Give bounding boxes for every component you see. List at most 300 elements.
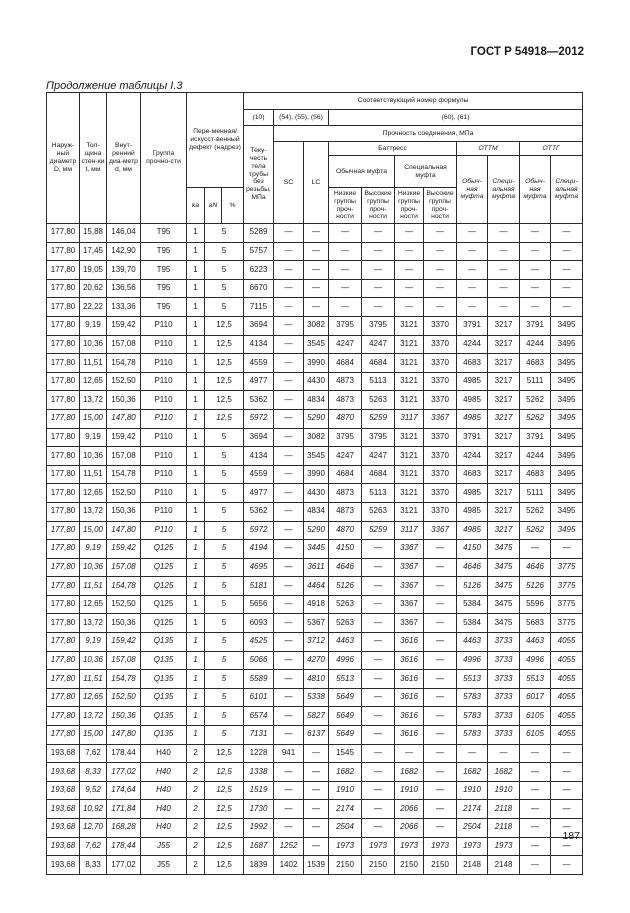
cell-g: Q135 xyxy=(141,726,187,745)
cell-k: 1 xyxy=(187,595,205,614)
cell-lc: — xyxy=(304,819,329,838)
table-row xyxy=(47,502,583,521)
cell-k: 1 xyxy=(187,447,205,466)
cell-sc: — xyxy=(274,558,304,577)
cell-g: Q135 xyxy=(141,633,187,652)
cell-a: 12,5 xyxy=(205,800,244,819)
table-row xyxy=(47,316,583,335)
cell-c1: 1545 xyxy=(329,744,362,763)
header-regular: Обычная муфта xyxy=(329,156,395,188)
header-f54: (54), (55), (56) xyxy=(274,110,329,126)
cell-c1: 4870 xyxy=(329,521,362,540)
cell-c4: — xyxy=(424,595,457,614)
cell-sc: — xyxy=(274,800,304,819)
cell-sc: — xyxy=(274,670,304,689)
cell-d: 177,80 xyxy=(47,224,80,243)
table-row xyxy=(47,781,583,800)
cell-c6: — xyxy=(488,261,520,280)
cell-c4: — xyxy=(424,744,457,763)
cell-id: 154,78 xyxy=(107,465,141,484)
cell-c2: — xyxy=(362,558,395,577)
cell-c4: — xyxy=(424,670,457,689)
cell-c7: — xyxy=(520,261,551,280)
cell-a: 5 xyxy=(205,428,244,447)
cell-sc: — xyxy=(274,707,304,726)
cell-c7: 5262 xyxy=(520,409,551,428)
cell-lc: — xyxy=(304,744,329,763)
cell-c5: 3791 xyxy=(457,428,488,447)
cell-id: 177,02 xyxy=(107,856,141,875)
cell-c5: 2148 xyxy=(457,856,488,875)
cell-sc: — xyxy=(274,819,304,838)
header-regular-ottm: Обыч-ная муфта xyxy=(457,156,488,224)
cell-c1: 4873 xyxy=(329,502,362,521)
cell-y: 5972 xyxy=(244,409,274,428)
table-row xyxy=(47,744,583,763)
cell-id: 150,36 xyxy=(107,707,141,726)
cell-c6: 3217 xyxy=(488,447,520,466)
cell-d: 177,80 xyxy=(47,577,80,596)
cell-c2: — xyxy=(362,744,395,763)
cell-c6: 3217 xyxy=(488,354,520,373)
cell-c3: — xyxy=(395,744,424,763)
cell-c1: 4873 xyxy=(329,484,362,503)
cell-c7: 5126 xyxy=(520,577,551,596)
cell-sc: — xyxy=(274,484,304,503)
cell-sc: — xyxy=(274,447,304,466)
cell-c7: 5596 xyxy=(520,595,551,614)
cell-t: 15,88 xyxy=(80,224,107,243)
cell-c7: 6105 xyxy=(520,726,551,745)
cell-c1: — xyxy=(329,242,362,261)
cell-k: 1 xyxy=(187,428,205,447)
cell-c8: 3495 xyxy=(551,372,583,391)
cell-d: 177,80 xyxy=(47,688,80,707)
cell-d: 177,80 xyxy=(47,279,80,298)
cell-d: 177,80 xyxy=(47,316,80,335)
cell-c2: — xyxy=(362,279,395,298)
cell-sc: — xyxy=(274,540,304,559)
cell-c4: 3367 xyxy=(424,521,457,540)
cell-t: 11,51 xyxy=(80,354,107,373)
cell-t: 10,36 xyxy=(80,447,107,466)
cell-c8: 3495 xyxy=(551,447,583,466)
cell-lc: 5827 xyxy=(304,707,329,726)
cell-c4: — xyxy=(424,558,457,577)
cell-c7: 5262 xyxy=(520,502,551,521)
table-row xyxy=(47,688,583,707)
cell-c4: 3370 xyxy=(424,335,457,354)
cell-t: 8,33 xyxy=(80,856,107,875)
cell-c4: — xyxy=(424,540,457,559)
cell-c2: 5259 xyxy=(362,409,395,428)
cell-c6: 3217 xyxy=(488,335,520,354)
cell-g: H40 xyxy=(141,744,187,763)
cell-sc: — xyxy=(274,688,304,707)
cell-c1: 2174 xyxy=(329,800,362,819)
cell-c7: — xyxy=(520,298,551,317)
cell-sc: — xyxy=(274,614,304,633)
cell-d: 177,80 xyxy=(47,298,80,317)
cell-c1: 1973 xyxy=(329,837,362,856)
cell-c8: 4055 xyxy=(551,651,583,670)
cell-t: 12,65 xyxy=(80,688,107,707)
cell-d: 193,68 xyxy=(47,744,80,763)
cell-d: 177,80 xyxy=(47,484,80,503)
cell-c8: — xyxy=(551,781,583,800)
cell-g: P110 xyxy=(141,391,187,410)
cell-c3: — xyxy=(395,298,424,317)
cell-g: Q125 xyxy=(141,577,187,596)
cell-c7: 3791 xyxy=(520,428,551,447)
cell-c4: 1973 xyxy=(424,837,457,856)
cell-c4: — xyxy=(424,819,457,838)
cell-id: 168,28 xyxy=(107,819,141,838)
cell-c3: — xyxy=(395,279,424,298)
cell-c8: 3775 xyxy=(551,577,583,596)
table-row xyxy=(47,484,583,503)
cell-c6: 3733 xyxy=(488,688,520,707)
cell-id: 178,44 xyxy=(107,837,141,856)
cell-c2: — xyxy=(362,800,395,819)
cell-c2: — xyxy=(362,595,395,614)
header-f10: (10) xyxy=(244,110,274,126)
cell-c5: 4244 xyxy=(457,447,488,466)
cell-c8: — xyxy=(551,540,583,559)
cell-c6: 2118 xyxy=(488,819,520,838)
cell-id: 159,42 xyxy=(107,540,141,559)
cell-sc: — xyxy=(274,465,304,484)
cell-c8: 3775 xyxy=(551,558,583,577)
cell-lc: 4430 xyxy=(304,484,329,503)
cell-lc: 4270 xyxy=(304,651,329,670)
cell-c1: — xyxy=(329,224,362,243)
cell-lc: 3712 xyxy=(304,633,329,652)
cell-y: 4525 xyxy=(244,633,274,652)
cell-t: 17,45 xyxy=(80,242,107,261)
cell-c8: 3495 xyxy=(551,484,583,503)
cell-t: 20,62 xyxy=(80,279,107,298)
cell-c3: 3616 xyxy=(395,688,424,707)
cell-k: 1 xyxy=(187,242,205,261)
cell-k: 1 xyxy=(187,335,205,354)
cell-y: 4559 xyxy=(244,354,274,373)
cell-c4: — xyxy=(424,633,457,652)
cell-c1: 5263 xyxy=(329,614,362,633)
cell-id: 139,70 xyxy=(107,261,141,280)
header-f60: (60), (61) xyxy=(329,110,583,126)
header-ka: kа xyxy=(187,188,205,224)
cell-y: 6223 xyxy=(244,261,274,280)
cell-c3: 3121 xyxy=(395,502,424,521)
cell-c5: 4985 xyxy=(457,484,488,503)
cell-sc: — xyxy=(274,279,304,298)
cell-k: 1 xyxy=(187,409,205,428)
cell-c1: 5513 xyxy=(329,670,362,689)
cell-lc: 4810 xyxy=(304,670,329,689)
header-buttress: Баттресс xyxy=(329,142,457,156)
cell-c7: 5262 xyxy=(520,391,551,410)
cell-k: 1 xyxy=(187,465,205,484)
cell-c4: 3370 xyxy=(424,484,457,503)
cell-c3: 1682 xyxy=(395,763,424,782)
table-row xyxy=(47,242,583,261)
cell-y: 5362 xyxy=(244,391,274,410)
cell-k: 1 xyxy=(187,577,205,596)
cell-c1: 4873 xyxy=(329,372,362,391)
cell-sc: — xyxy=(274,261,304,280)
cell-k: 2 xyxy=(187,800,205,819)
cell-t: 7,62 xyxy=(80,744,107,763)
cell-c7: — xyxy=(520,781,551,800)
cell-c3: 3616 xyxy=(395,707,424,726)
cell-t: 12,65 xyxy=(80,484,107,503)
cell-g: J55 xyxy=(141,856,187,875)
cell-t: 9,19 xyxy=(80,428,107,447)
cell-c1: 4463 xyxy=(329,633,362,652)
cell-c7: 4244 xyxy=(520,335,551,354)
cell-id: 146,04 xyxy=(107,224,141,243)
cell-k: 1 xyxy=(187,261,205,280)
cell-c5: 4683 xyxy=(457,465,488,484)
cell-c1: 1910 xyxy=(329,781,362,800)
cell-d: 177,80 xyxy=(47,372,80,391)
cell-c5: 4244 xyxy=(457,335,488,354)
cell-c5: 4646 xyxy=(457,558,488,577)
cell-t: 12,65 xyxy=(80,372,107,391)
cell-g: P110 xyxy=(141,316,187,335)
cell-c6: 3217 xyxy=(488,391,520,410)
cell-d: 177,80 xyxy=(47,540,80,559)
cell-c1: 4247 xyxy=(329,447,362,466)
cell-sc: — xyxy=(274,521,304,540)
table-row xyxy=(47,558,583,577)
table-row xyxy=(47,540,583,559)
cell-c4: — xyxy=(424,726,457,745)
cell-d: 177,80 xyxy=(47,614,80,633)
header-pct: % xyxy=(222,188,244,224)
cell-g: P110 xyxy=(141,502,187,521)
cell-c8: — xyxy=(551,837,583,856)
cell-a: 5 xyxy=(205,558,244,577)
cell-c3: 3121 xyxy=(395,484,424,503)
cell-t: 22,22 xyxy=(80,298,107,317)
cell-a: 12,5 xyxy=(205,354,244,373)
table-row xyxy=(47,800,583,819)
cell-c2: — xyxy=(362,540,395,559)
cell-c3: 3616 xyxy=(395,651,424,670)
cell-c2: 1973 xyxy=(362,837,395,856)
cell-c2: — xyxy=(362,726,395,745)
cell-c8: — xyxy=(551,744,583,763)
cell-c6: 2118 xyxy=(488,800,520,819)
cell-c3: 3367 xyxy=(395,558,424,577)
cell-t: 19,05 xyxy=(80,261,107,280)
cell-sc: 1252 xyxy=(274,837,304,856)
cell-y: 4134 xyxy=(244,335,274,354)
cell-y: 6101 xyxy=(244,688,274,707)
cell-y: 6093 xyxy=(244,614,274,633)
cell-sc: — xyxy=(274,633,304,652)
cell-c8: 3495 xyxy=(551,465,583,484)
cell-c4: 3370 xyxy=(424,391,457,410)
header-high-1: Высокие группы проч-ности xyxy=(362,188,395,224)
cell-t: 13,72 xyxy=(80,502,107,521)
table-row xyxy=(47,521,583,540)
cell-c3: 3367 xyxy=(395,577,424,596)
cell-y: 5066 xyxy=(244,651,274,670)
cell-k: 1 xyxy=(187,651,205,670)
table-row xyxy=(47,819,583,838)
cell-c4: — xyxy=(424,242,457,261)
cell-c7: 6017 xyxy=(520,688,551,707)
cell-sc: — xyxy=(274,428,304,447)
cell-id: 150,36 xyxy=(107,391,141,410)
cell-c6: 1973 xyxy=(488,837,520,856)
cell-k: 1 xyxy=(187,726,205,745)
cell-g: Q125 xyxy=(141,540,187,559)
cell-id: 157,08 xyxy=(107,651,141,670)
cell-g: Q125 xyxy=(141,558,187,577)
cell-k: 1 xyxy=(187,354,205,373)
cell-a: 5 xyxy=(205,577,244,596)
cell-c5: 4985 xyxy=(457,521,488,540)
cell-g: H40 xyxy=(141,800,187,819)
cell-y: 6670 xyxy=(244,279,274,298)
cell-k: 1 xyxy=(187,707,205,726)
cell-g: Q125 xyxy=(141,595,187,614)
cell-d: 177,80 xyxy=(47,447,80,466)
cell-c5: 3791 xyxy=(457,316,488,335)
cell-lc: — xyxy=(304,298,329,317)
cell-c8: — xyxy=(551,763,583,782)
cell-d: 177,80 xyxy=(47,521,80,540)
cell-c8: — xyxy=(551,856,583,875)
cell-c1: 5649 xyxy=(329,688,362,707)
cell-c2: 4684 xyxy=(362,354,395,373)
cell-c3: — xyxy=(395,261,424,280)
cell-d: 177,80 xyxy=(47,354,80,373)
header-inner: Внут-ренний диа-метр d, мм xyxy=(107,93,141,224)
cell-lc: — xyxy=(304,781,329,800)
header-special: Специальная муфта xyxy=(395,156,457,188)
cell-c7: 5111 xyxy=(520,484,551,503)
cell-lc: — xyxy=(304,800,329,819)
cell-c2: 5263 xyxy=(362,502,395,521)
cell-c1: 5126 xyxy=(329,577,362,596)
cell-k: 1 xyxy=(187,633,205,652)
header-group: Группа прочно-сти xyxy=(141,93,187,224)
cell-k: 1 xyxy=(187,224,205,243)
cell-c4: — xyxy=(424,800,457,819)
cell-y: 7115 xyxy=(244,298,274,317)
cell-g: T95 xyxy=(141,242,187,261)
cell-id: 147,80 xyxy=(107,521,141,540)
cell-sc: — xyxy=(274,651,304,670)
cell-c3: 2066 xyxy=(395,800,424,819)
cell-c2: — xyxy=(362,651,395,670)
cell-c4: — xyxy=(424,279,457,298)
header-low-1: Низкие группы проч-ности xyxy=(329,188,362,224)
cell-sc: — xyxy=(274,335,304,354)
cell-y: 4559 xyxy=(244,465,274,484)
table-row xyxy=(47,595,583,614)
cell-sc: — xyxy=(274,316,304,335)
cell-g: Q135 xyxy=(141,707,187,726)
cell-c6: 3217 xyxy=(488,372,520,391)
cell-c5: — xyxy=(457,744,488,763)
cell-c8: — xyxy=(551,242,583,261)
cell-t: 13,72 xyxy=(80,614,107,633)
table-row xyxy=(47,726,583,745)
cell-c4: — xyxy=(424,651,457,670)
cell-sc: — xyxy=(274,242,304,261)
cell-c2: 5113 xyxy=(362,372,395,391)
cell-c7: 4463 xyxy=(520,633,551,652)
cell-c1: 2504 xyxy=(329,819,362,838)
cell-a: 5 xyxy=(205,614,244,633)
cell-a: 12,5 xyxy=(205,335,244,354)
cell-c5: — xyxy=(457,298,488,317)
cell-c7: — xyxy=(520,819,551,838)
cell-id: 159,42 xyxy=(107,316,141,335)
table-row xyxy=(47,707,583,726)
cell-d: 193,68 xyxy=(47,837,80,856)
cell-c8: 3775 xyxy=(551,595,583,614)
cell-c1: — xyxy=(329,279,362,298)
cell-id: 150,36 xyxy=(107,502,141,521)
cell-c4: 3370 xyxy=(424,465,457,484)
cell-lc: — xyxy=(304,763,329,782)
header-formula-group: Соответствующий номер формулы xyxy=(244,93,583,110)
cell-sc: — xyxy=(274,781,304,800)
cell-c6: — xyxy=(488,279,520,298)
table-body xyxy=(47,224,583,875)
cell-c7: 4996 xyxy=(520,651,551,670)
cell-k: 1 xyxy=(187,670,205,689)
cell-sc: 1402 xyxy=(274,856,304,875)
table-row xyxy=(47,224,583,243)
cell-c5: 4985 xyxy=(457,391,488,410)
cell-id: 147,80 xyxy=(107,726,141,745)
cell-a: 5 xyxy=(205,670,244,689)
cell-c6: 3475 xyxy=(488,558,520,577)
table-row xyxy=(47,372,583,391)
cell-lc: 3990 xyxy=(304,354,329,373)
cell-c3: 3121 xyxy=(395,428,424,447)
cell-c1: 2150 xyxy=(329,856,362,875)
cell-c2: 5259 xyxy=(362,521,395,540)
header-strength: Прочность соединения, МПа xyxy=(274,126,583,142)
cell-a: 5 xyxy=(205,521,244,540)
cell-c7: — xyxy=(520,763,551,782)
cell-a: 12,5 xyxy=(205,372,244,391)
cell-c6: 3217 xyxy=(488,428,520,447)
cell-a: 5 xyxy=(205,298,244,317)
cell-lc: 5367 xyxy=(304,614,329,633)
cell-sc: — xyxy=(274,595,304,614)
cell-c2: 3795 xyxy=(362,316,395,335)
header-lc: LC xyxy=(304,142,329,224)
cell-y: 1992 xyxy=(244,819,274,838)
cell-g: H40 xyxy=(141,781,187,800)
cell-c2: 3795 xyxy=(362,428,395,447)
cell-c1: 4684 xyxy=(329,465,362,484)
cell-g: H40 xyxy=(141,819,187,838)
cell-t: 15,00 xyxy=(80,726,107,745)
cell-id: 178,44 xyxy=(107,744,141,763)
cell-c3: 3121 xyxy=(395,335,424,354)
